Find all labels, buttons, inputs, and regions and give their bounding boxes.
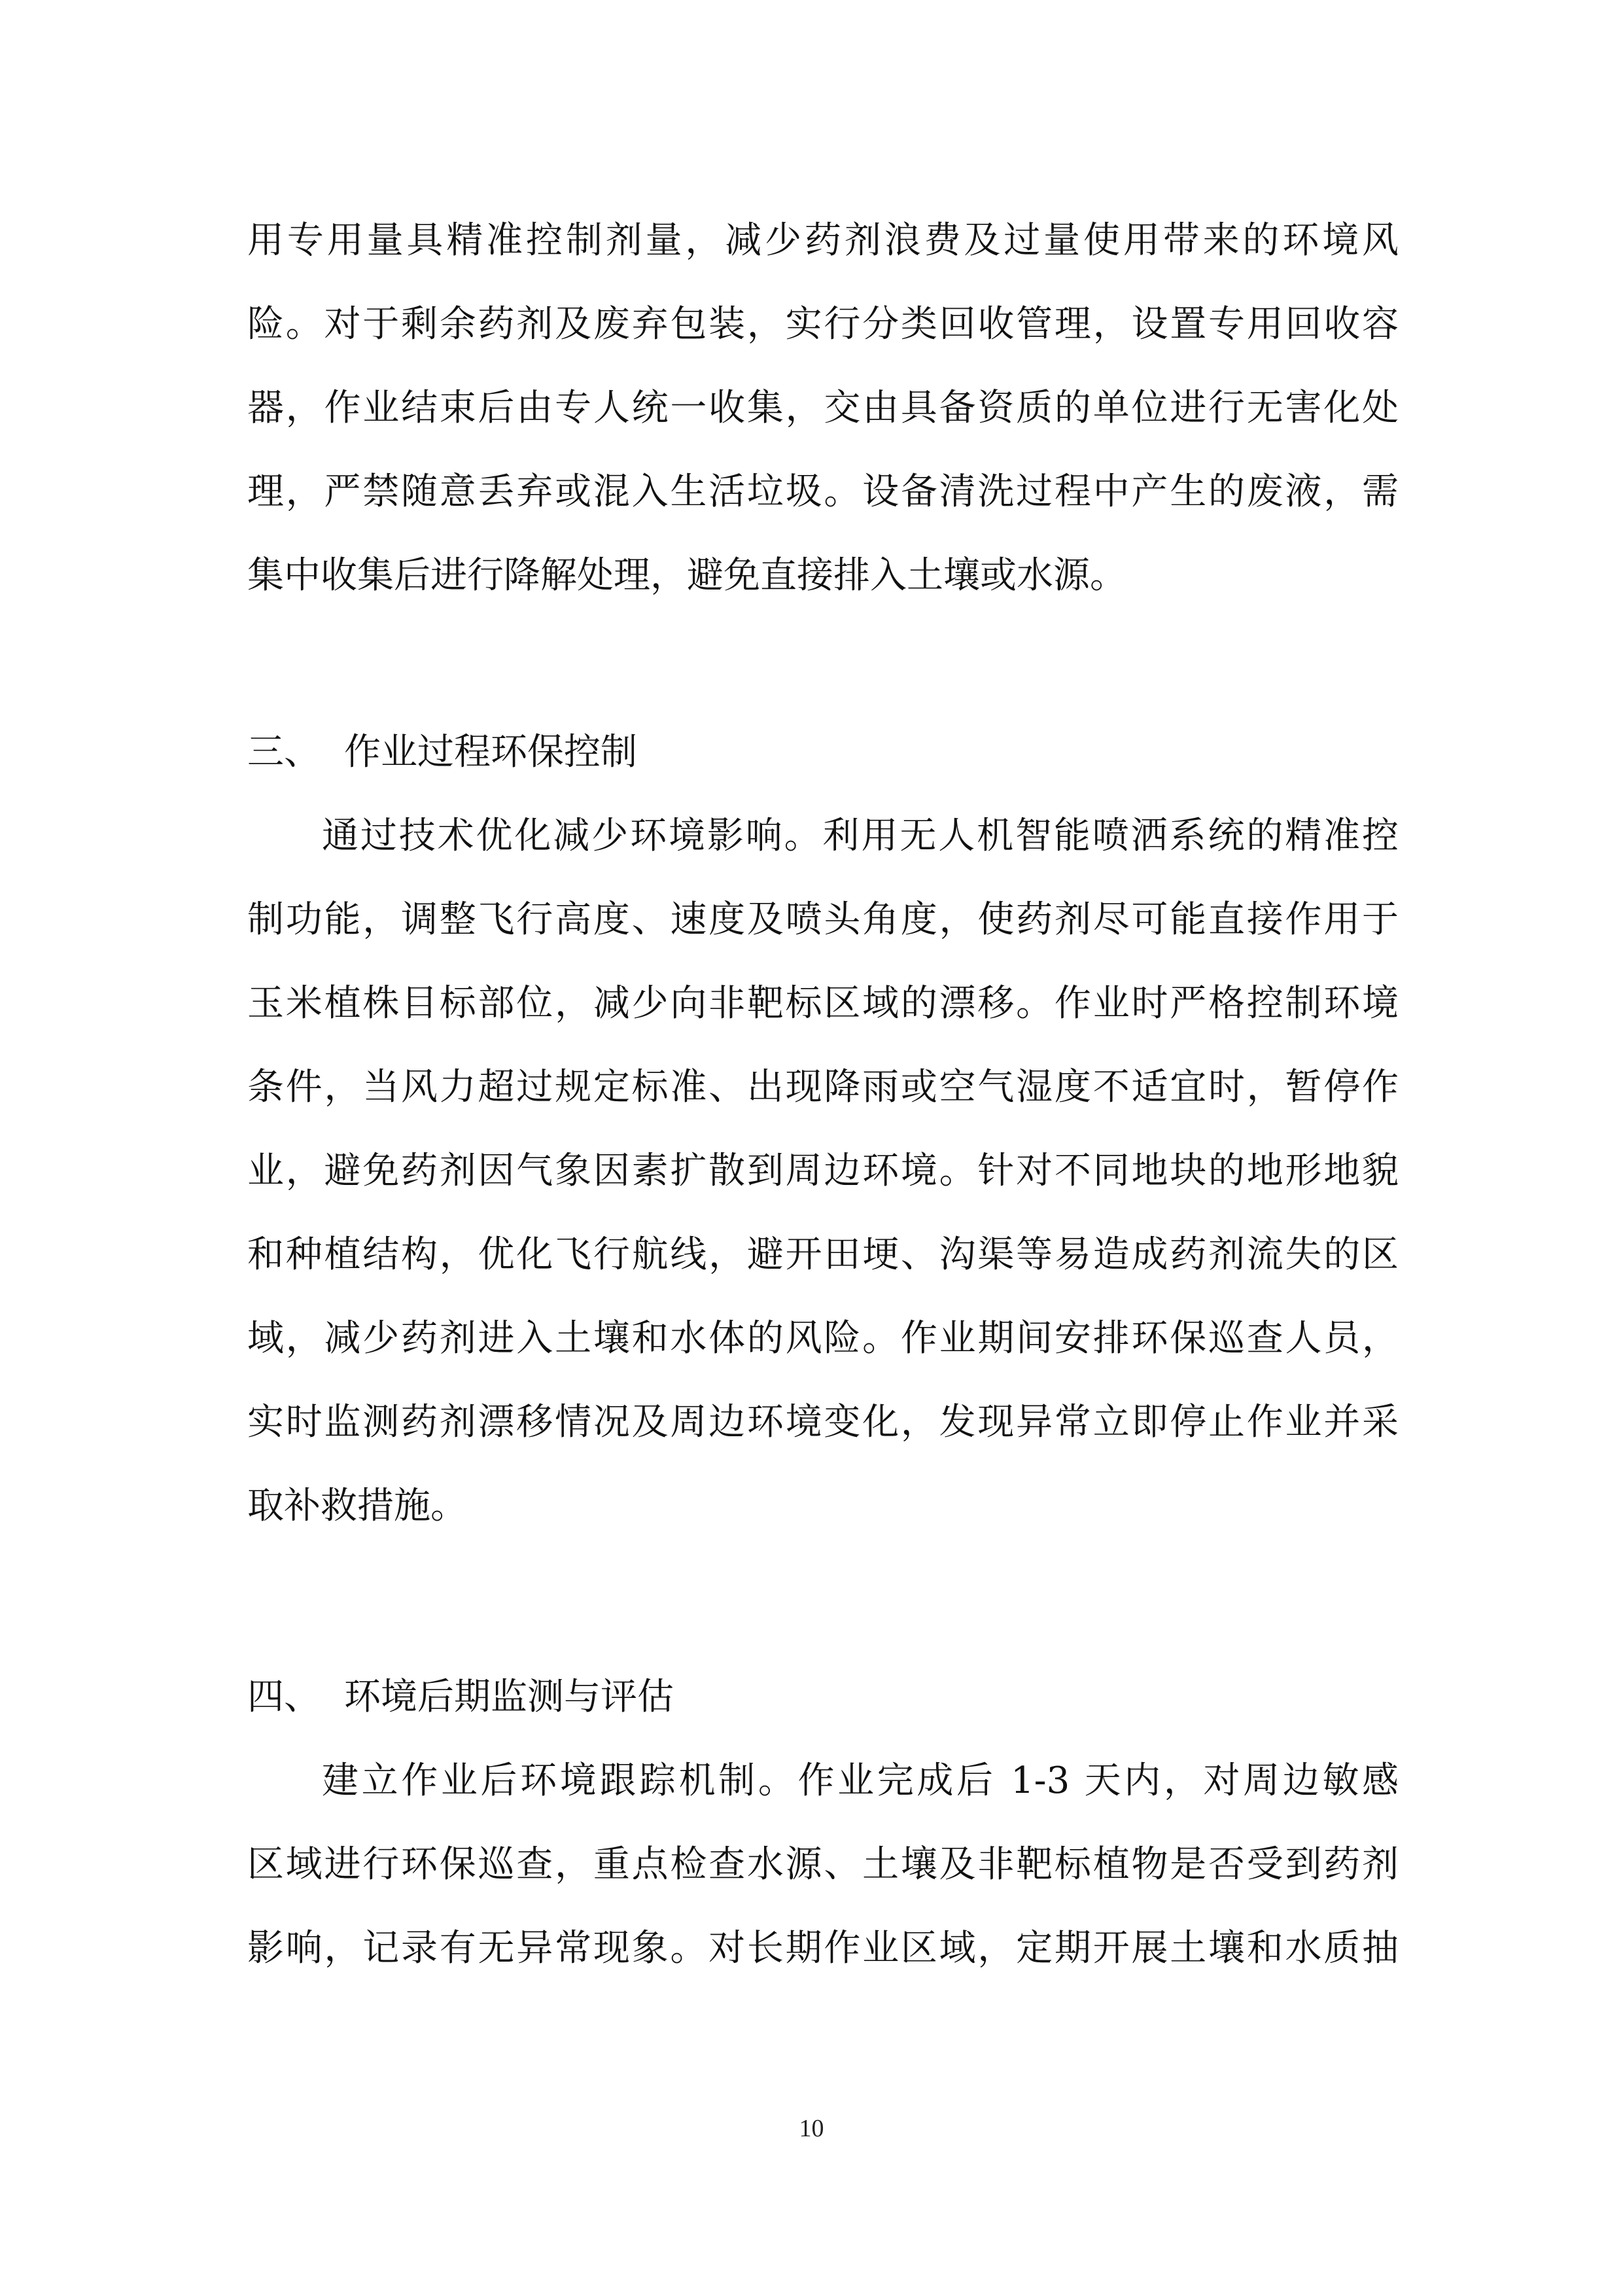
text-line: 影响，记录有无异常现象。对长期作业区域，定期开展土壤和水质抽 xyxy=(247,1927,1399,1969)
text-line: 险。对于剩余药剂及废弃包装，实行分类回收管理，设置专用回收容 xyxy=(247,303,1399,345)
section-number: 三、 xyxy=(247,731,321,773)
text-line: 业，避免药剂因气象因素扩散到周边环境。针对不同地块的地形地貌 xyxy=(247,1150,1399,1192)
section-3 xyxy=(247,721,1399,1559)
section-title: 作业过程环保控制 xyxy=(344,731,637,773)
section-title: 环境后期监测与评估 xyxy=(344,1676,674,1718)
text-line: 制功能，调整飞行高度、速度及喷头角度，使药剂尽可能直接作用于 xyxy=(247,898,1399,941)
text-line: 实时监测药剂漂移情况及周边环境变化，发现异常立即停止作业并采 xyxy=(247,1401,1399,1443)
section-4 xyxy=(247,1666,1399,2001)
page-number: 10 xyxy=(799,2115,824,2142)
text-line: 用专用量具精准控制剂量，减少药剂浪费及过量使用带来的环境风 xyxy=(247,219,1399,262)
section-heading xyxy=(247,1666,1399,1750)
text-line: 建立作业后环境跟踪机制。作业完成后 1-3 天内，对周边敏感 xyxy=(322,1759,1399,1802)
text-line: 和种植结构，优化飞行航线，避开田埂、沟渠等易造成药剂流失的区 xyxy=(247,1233,1399,1276)
text-line: 取补救措施。 xyxy=(247,1485,467,1527)
text-line: 器，作业结束后由专人统一收集，交由具备资质的单位进行无害化处 xyxy=(247,387,1399,429)
text-line: 区域进行环保巡查，重点检查水源、土壤及非靶标植物是否受到药剂 xyxy=(247,1843,1399,1886)
text-line: 理，严禁随意丢弃或混入生活垃圾。设备清洗过程中产生的废液，需 xyxy=(247,470,1399,513)
section-number: 四、 xyxy=(247,1676,321,1718)
text-line: 玉米植株目标部位，减少向非靶标区域的漂移。作业时严格控制环境 xyxy=(247,982,1399,1025)
text-line: 条件，当风力超过规定标准、出现降雨或空气湿度不适宜时，暂停作 xyxy=(247,1066,1399,1108)
section-heading xyxy=(247,721,1399,805)
text-line: 通过技术优化减少环境影响。利用无人机智能喷洒系统的精准控 xyxy=(322,815,1399,857)
text-line: 集中收集后进行降解处理，避免直接排入土壤或水源。 xyxy=(247,554,1126,597)
text-line: 域，减少药剂进入土壤和水体的风险。作业期间安排环保巡查人员， xyxy=(247,1317,1399,1360)
paragraph-continued xyxy=(247,209,1399,628)
